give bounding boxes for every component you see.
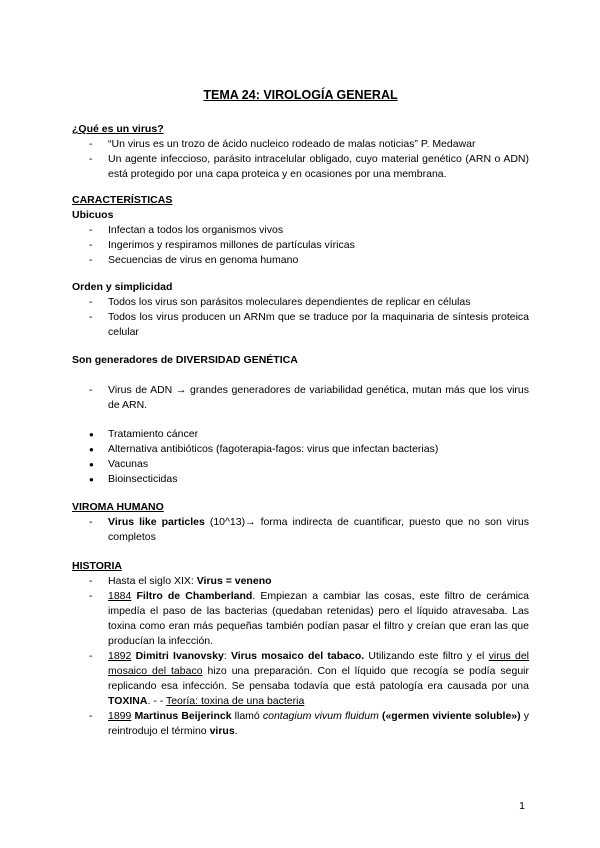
item-text: Todos los virus producen un ARNm que se traduce por la maquinaria de síntesis proteica celular [108,311,529,338]
item-text: Hasta el siglo XIX: [108,575,197,587]
item-text: “Un virus es un trozo de ácido nucleico rodeado de malas noticias” P. Medawar [108,138,476,150]
bold-text: Martinus Beijerinck [131,710,232,722]
item-text: : [223,650,231,662]
item-text: . [234,725,238,737]
list-item [72,383,529,413]
dash-marker: - [89,516,93,528]
section-orden [72,280,529,340]
section-historia [72,559,529,739]
bold-text: Virus like particles [108,516,205,528]
item-text: hizo una preparación. Con el líquido que recogía se podía seguir replicando esa infección. Se pensaba todavía que está patología era causada por una [108,665,529,692]
document-page [72,0,529,848]
item-text: Ingerimos y respiramos millones de partículas víricas [108,239,355,251]
item-text: . Empiezan a cambiar las cosas, este filtro de cerámica impedía el paso de las bacterias (quedaban retenidas) pero el líquido atravesaba. Las toxina como eran más pequeñas también podían pasar el filtro y creían que eran las que producían la infección. [108,590,529,647]
heading-ubicuos: Ubicuos [72,209,114,221]
list-item [72,427,529,442]
dash-marker: - [89,153,93,165]
heading-what-is: ¿Qué es un virus? [72,123,164,135]
item-text: Utilizando este filtro y el [364,650,489,662]
list-item [72,238,529,253]
list-item [72,137,529,152]
dash-marker: - [89,650,93,662]
item-text: Un agente infeccioso, parásito intracelular obligado, cuyo material genético (ARN o ADN) está protegido por una capa proteica y en ocasiones por una membrana. [108,153,529,180]
list-item [72,649,529,709]
heading-historia: HISTORIA [72,560,122,572]
bullet-marker: ● [89,445,94,454]
dash-marker: - [89,575,93,587]
item-text: Infectan a todos los organismos vivos [108,224,284,236]
dash-marker: - [89,590,93,602]
heading-viroma: VIROMA HUMANO [72,501,164,513]
dash-marker: - [89,239,93,251]
bold-text: Virus = veneno [196,575,272,587]
item-text: (10^13)→ forma indirecta de cuantificar, puesto que no son virus completos [108,516,529,543]
year: 1884 [108,590,132,602]
dash-marker: - [89,254,93,266]
item-text: llamó [231,710,263,722]
item-text: Bioinsecticidas [108,473,178,485]
diversidad-list [72,383,529,413]
bullet-marker: ● [89,460,94,469]
item-text: Secuencias de virus en genoma humano [108,254,299,266]
heading-caracteristicas: CARACTERÍSTICAS [72,194,173,206]
list-item [72,589,529,649]
list-item [72,709,529,739]
list-item [72,253,529,268]
section-caracteristicas [72,193,529,268]
bold-text: Virus mosaico del tabaco. [230,650,365,662]
underlined-text: virus del mosaico del tabaco [108,650,529,677]
year: 1892 [108,650,132,662]
list-item [72,442,529,457]
page-number: 1 [519,800,525,812]
heading-diversidad: Son generadores de DIVERSIDAD GENÉTICA [72,354,298,366]
italic-text: contagium vivum fluidum [262,710,379,722]
bold-text: virus [209,725,235,737]
bullet-marker: ● [89,430,94,439]
bullet-marker: ● [89,475,94,484]
bold-text: («germen viviente soluble») [381,710,521,722]
bold-text: Filtro de Chamberland [131,590,253,602]
section-diversidad [72,353,529,368]
bold-text: Dimitri Ivanovsky [131,650,224,662]
list-item [72,472,529,487]
dash-marker: - [89,384,93,396]
item-text: Alternativa antibióticos (fagoterapia-fagos: virus que infectan bacterias) [108,443,439,455]
list-item [72,295,529,310]
item-text: Todos los virus son parásitos moleculares dependientes de replicar en células [108,296,471,308]
item-text: . - - [147,695,166,707]
dash-marker: - [89,311,93,323]
list-item [72,515,529,545]
item-text: Vacunas [108,458,149,470]
item-text: y reintrodujo el término [108,710,530,737]
section-what-is [72,122,529,182]
page-title: TEMA 24: VIROLOGÍA GENERAL [203,88,398,102]
list-item [72,310,529,340]
list-item [72,152,529,182]
bold-text: TOXINA [108,695,148,707]
list-item [72,574,529,589]
item-text: Tratamiento cáncer [108,428,199,440]
item-text: Virus de ADN → grandes generadores de variabilidad genética, mutan más que los virus de ARN. [108,384,529,411]
list-item [72,223,529,238]
year: 1899 [108,710,132,722]
dash-marker: - [89,710,93,722]
applications-list [72,427,529,487]
list-item [72,457,529,472]
underlined-text: Teoría: toxina de una bacteria [165,695,305,707]
dash-marker: - [89,296,93,308]
dash-marker: - [89,224,93,236]
dash-marker: - [89,138,93,150]
section-viroma [72,500,529,545]
heading-orden: Orden y simplicidad [72,281,173,293]
